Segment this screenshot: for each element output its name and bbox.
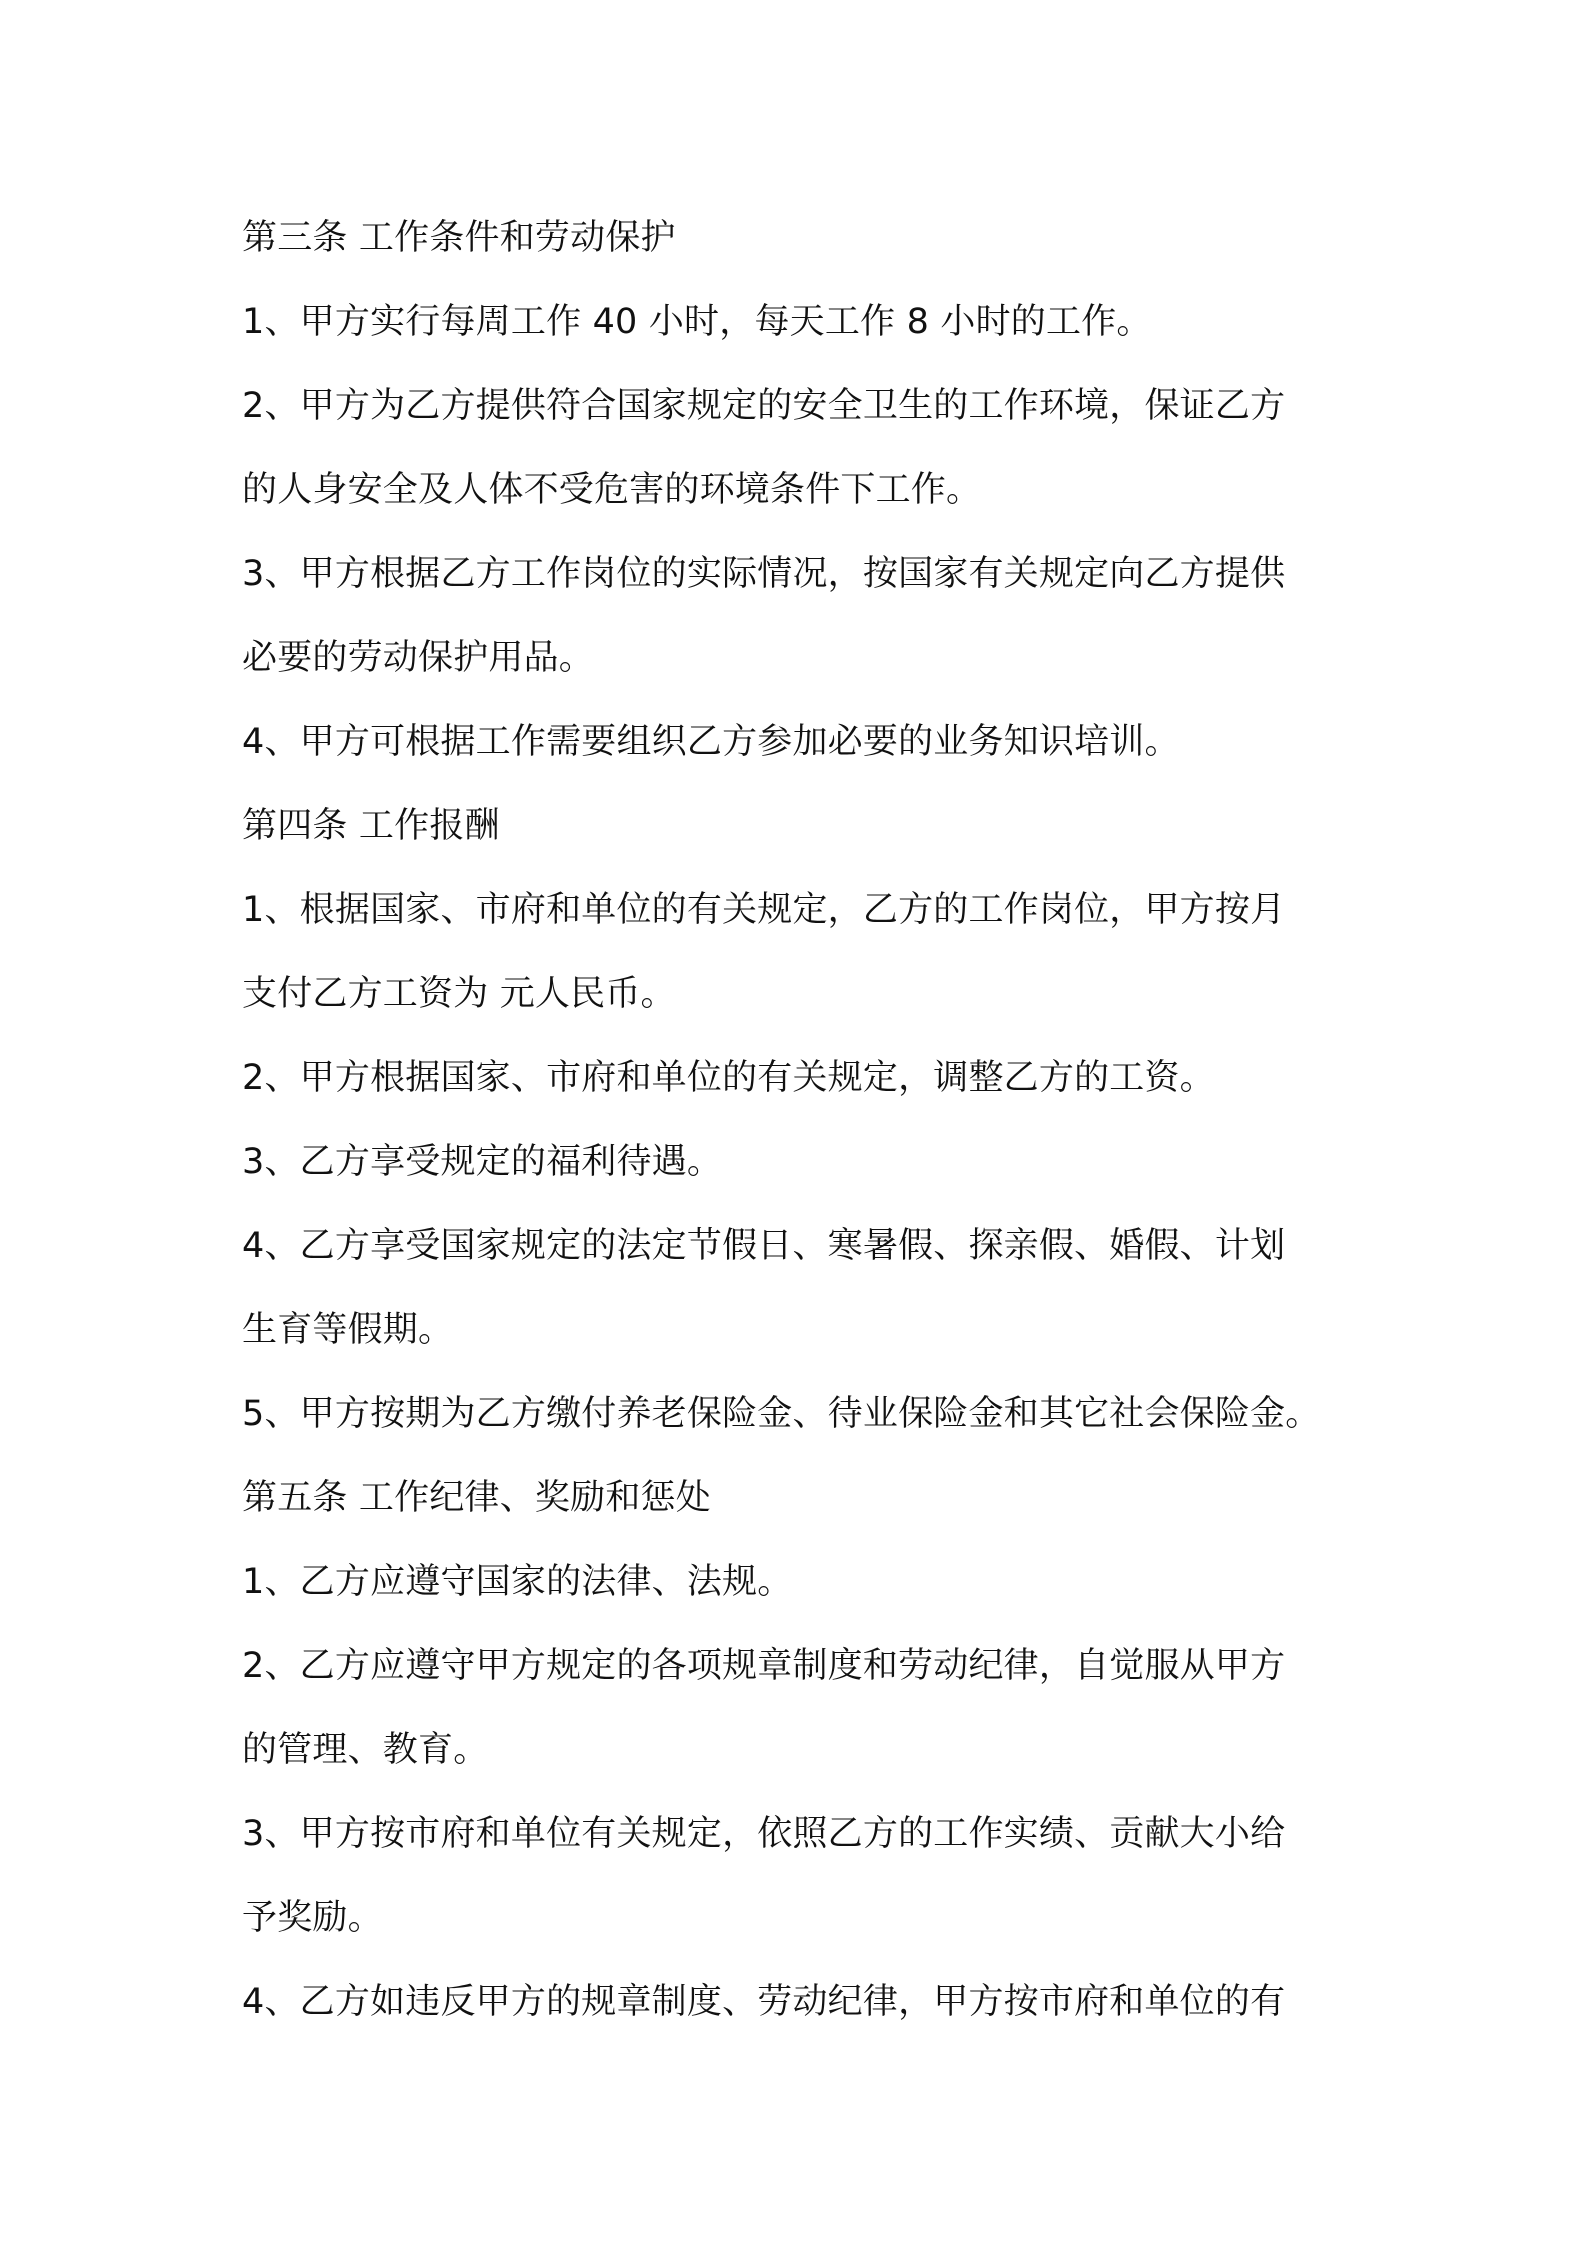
paragraph-line: 必要的劳动保护用品。 — [242, 638, 595, 678]
paragraph-line: 予奖励。 — [242, 1898, 383, 1938]
document-body — [242, 196, 1362, 2044]
paragraph-line: 生育等假期。 — [242, 1310, 454, 1350]
section-heading-article-4: 第四条 工作报酬 — [242, 806, 500, 846]
paragraph-line: 3、甲方根据乙方工作岗位的实际情况，按国家有关规定向乙方提供 — [242, 554, 1286, 594]
paragraph-line: 的人身安全及人体不受危害的环境条件下工作。 — [242, 470, 982, 510]
paragraph-line: 2、乙方应遵守甲方规定的各项规章制度和劳动纪律，自觉服从甲方 — [242, 1646, 1286, 1686]
paragraph-line: 1、根据国家、市府和单位的有关规定，乙方的工作岗位，甲方按月 — [242, 890, 1286, 930]
paragraph-line: 4、乙方如违反甲方的规章制度、劳动纪律，甲方按市府和单位的有 — [242, 1982, 1286, 2022]
section-heading-article-5: 第五条 工作纪律、奖励和惩处 — [242, 1478, 711, 1518]
paragraph-line: 4、甲方可根据工作需要组织乙方参加必要的业务知识培训。 — [242, 722, 1180, 762]
paragraph-line: 1、乙方应遵守国家的法律、法规。 — [242, 1562, 793, 1602]
paragraph-line: 2、甲方为乙方提供符合国家规定的安全卫生的工作环境，保证乙方 — [242, 386, 1286, 426]
paragraph-line: 的管理、教育。 — [242, 1730, 489, 1770]
paragraph-line: 2、甲方根据国家、市府和单位的有关规定，调整乙方的工资。 — [242, 1058, 1215, 1098]
paragraph-line: 1、甲方实行每周工作 40 小时，每天工作 8 小时的工作。 — [242, 302, 1152, 342]
paragraph-line: 4、乙方享受国家规定的法定节假日、寒暑假、探亲假、婚假、计划 — [242, 1226, 1286, 1266]
paragraph-line: 5、甲方按期为乙方缴付养老保险金、待业保险金和其它社会保险金。 — [242, 1394, 1321, 1434]
paragraph-line: 3、乙方享受规定的福利待遇。 — [242, 1142, 723, 1182]
paragraph-line: 支付乙方工资为 元人民币。 — [242, 974, 676, 1014]
section-heading-article-3: 第三条 工作条件和劳动保护 — [242, 218, 676, 258]
paragraph-line: 3、甲方按市府和单位有关规定，依照乙方的工作实绩、贡献大小给 — [242, 1814, 1286, 1854]
